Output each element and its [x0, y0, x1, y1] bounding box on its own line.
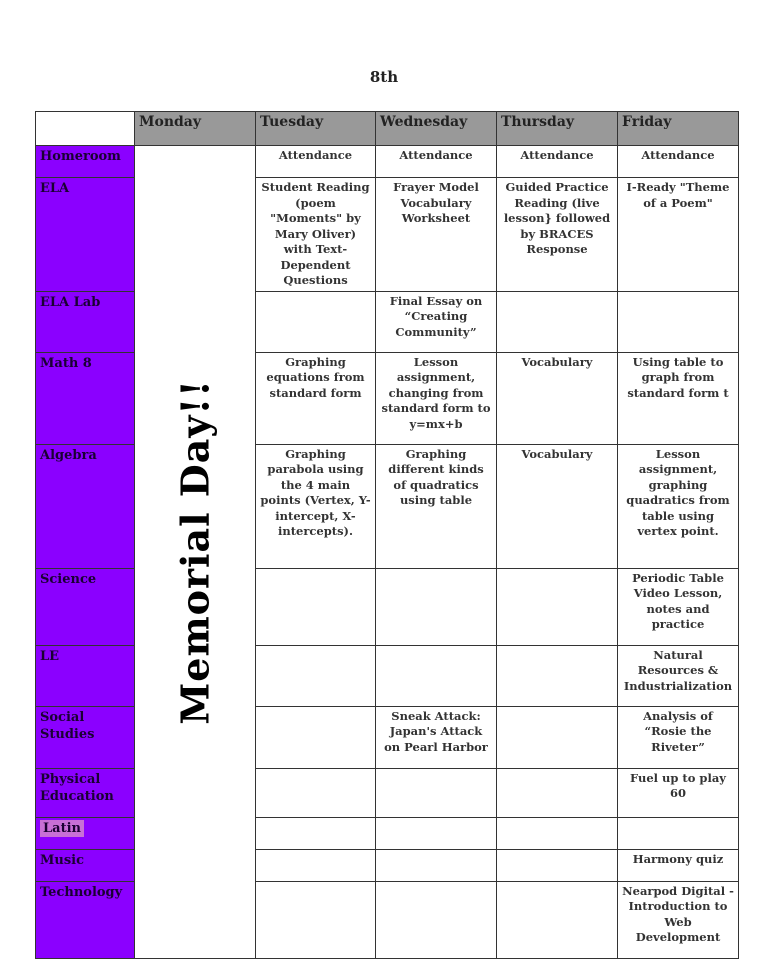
subject-physical-education: Physical Education [36, 768, 135, 817]
subject-science: Science [36, 568, 135, 645]
cell-physical-education-wednesday [376, 768, 497, 817]
cell-algebra-friday: Lesson assignment, graphing quadratics from table using vertex point. [618, 444, 739, 568]
cell-music-friday: Harmony quiz [618, 849, 739, 881]
cell-latin-wednesday [376, 817, 497, 849]
cell-ela-wednesday: Frayer Model Vocabulary Worksheet [376, 178, 497, 292]
cell-technology-friday: Nearpod Digital -Introduction to Web Development [618, 881, 739, 958]
subject-latin-cell [36, 817, 135, 849]
header-corner [36, 112, 135, 146]
cell-ela-friday: I-Ready "Theme of a Poem" [618, 178, 739, 292]
cell-latin-tuesday [256, 817, 376, 849]
cell-social-studies-thursday [497, 706, 618, 768]
cell-social-studies-tuesday [256, 706, 376, 768]
monday-memorial-cell [135, 146, 256, 959]
cell-math-8-thursday: Vocabulary [497, 352, 618, 444]
cell-science-friday: Periodic Table Video Lesson, notes and practice [618, 568, 739, 645]
cell-ela-lab-thursday [497, 291, 618, 352]
cell-ela-thursday: Guided Practice Reading (live lesson} followed by BRACES Response [497, 178, 618, 292]
cell-physical-education-thursday [497, 768, 618, 817]
cell-physical-education-friday: Fuel up to play 60 [618, 768, 739, 817]
cell-le-wednesday [376, 645, 497, 706]
cell-ela-lab-wednesday: Final Essay on “Creating Community” [376, 291, 497, 352]
table-row [36, 146, 739, 178]
cell-technology-thursday [497, 881, 618, 958]
subject-algebra: Algebra [36, 444, 135, 568]
cell-music-tuesday [256, 849, 376, 881]
memorial-day-note: Memorial Day!! [172, 379, 218, 725]
weekly-schedule-table [35, 111, 739, 959]
header-friday: Friday [618, 112, 739, 146]
cell-latin-thursday [497, 817, 618, 849]
header-monday: Monday [135, 112, 256, 146]
cell-ela-tuesday: Student Reading (poem "Moments" by Mary Oliver) with Text-Dependent Questions [256, 178, 376, 292]
cell-ela-lab-tuesday [256, 291, 376, 352]
cell-social-studies-friday: Analysis of “Rosie the Riveter” [618, 706, 739, 768]
cell-le-friday: Natural Resources & Industrialization [618, 645, 739, 706]
cell-science-tuesday [256, 568, 376, 645]
cell-math-8-friday: Using table to graph from standard form t [618, 352, 739, 444]
cell-homeroom-wednesday: Attendance [376, 146, 497, 178]
cell-homeroom-tuesday: Attendance [256, 146, 376, 178]
cell-math-8-tuesday: Graphing equations from standard form [256, 352, 376, 444]
subject-ela-lab: ELA Lab [36, 291, 135, 352]
cell-le-tuesday [256, 645, 376, 706]
subject-le: LE [36, 645, 135, 706]
subject-homeroom: Homeroom [36, 146, 135, 178]
subject-math-8: Math 8 [36, 352, 135, 444]
header-tuesday: Tuesday [256, 112, 376, 146]
header-thursday: Thursday [497, 112, 618, 146]
cell-math-8-wednesday: Lesson assignment, changing from standard form to y=mx+b [376, 352, 497, 444]
cell-algebra-thursday: Vocabulary [497, 444, 618, 568]
cell-ela-lab-friday [618, 291, 739, 352]
cell-algebra-wednesday: Graphing different kinds of quadratics using table [376, 444, 497, 568]
subject-music: Music [36, 849, 135, 881]
cell-le-thursday [497, 645, 618, 706]
cell-social-studies-wednesday: Sneak Attack: Japan's Attack on Pearl Harbor [376, 706, 497, 768]
subject-ela: ELA [36, 178, 135, 292]
cell-science-thursday [497, 568, 618, 645]
header-row [36, 112, 739, 146]
cell-latin-friday [618, 817, 739, 849]
subject-latin: Latin [40, 820, 84, 838]
cell-algebra-tuesday: Graphing parabola using the 4 main points (Vertex, Y-intercept, X-intercepts). [256, 444, 376, 568]
cell-physical-education-tuesday [256, 768, 376, 817]
cell-technology-wednesday [376, 881, 497, 958]
cell-technology-tuesday [256, 881, 376, 958]
cell-music-thursday [497, 849, 618, 881]
cell-homeroom-thursday: Attendance [497, 146, 618, 178]
grade-title: 8th [369, 68, 399, 86]
subject-technology: Technology [36, 881, 135, 958]
cell-homeroom-friday: Attendance [618, 146, 739, 178]
header-wednesday: Wednesday [376, 112, 497, 146]
cell-science-wednesday [376, 568, 497, 645]
subject-social-studies: Social Studies [36, 706, 135, 768]
cell-music-wednesday [376, 849, 497, 881]
